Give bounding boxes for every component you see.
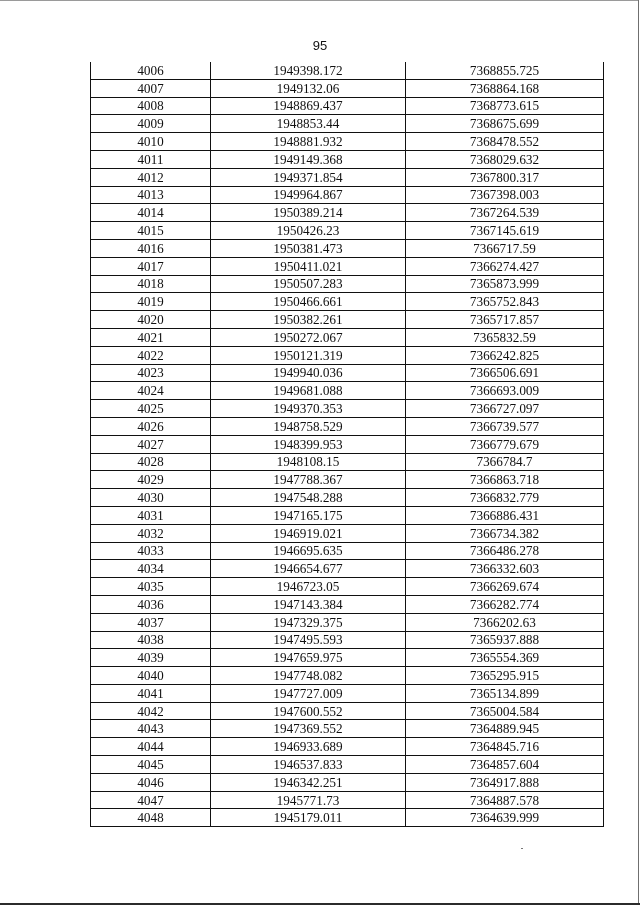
point-id-cell: 4044 xyxy=(91,738,211,756)
y-coordinate-cell: 7366274.427 xyxy=(406,257,604,275)
coordinates-table-body xyxy=(91,62,604,827)
page-number: 95 xyxy=(312,38,328,53)
page-edge-top xyxy=(0,0,638,1)
table-row xyxy=(91,506,604,524)
x-coordinate-cell: 1947495.593 xyxy=(211,631,406,649)
x-coordinate-cell: 1947788.367 xyxy=(211,471,406,489)
table-row xyxy=(91,560,604,578)
y-coordinate-cell: 7364857.604 xyxy=(406,756,604,774)
y-coordinate-cell: 7365004.584 xyxy=(406,702,604,720)
y-coordinate-cell: 7365937.888 xyxy=(406,631,604,649)
point-id-cell: 4016 xyxy=(91,239,211,257)
y-coordinate-cell: 7366269.674 xyxy=(406,578,604,596)
x-coordinate-cell: 1949398.172 xyxy=(211,62,406,79)
table-row xyxy=(91,364,604,382)
point-id-cell: 4033 xyxy=(91,542,211,560)
page-edge-right xyxy=(638,0,639,905)
scan-speck xyxy=(521,848,523,849)
table-row xyxy=(91,346,604,364)
y-coordinate-cell: 7364889.945 xyxy=(406,720,604,738)
y-coordinate-cell: 7368855.725 xyxy=(406,62,604,79)
x-coordinate-cell: 1948881.932 xyxy=(211,133,406,151)
point-id-cell: 4018 xyxy=(91,275,211,293)
point-id-cell: 4012 xyxy=(91,168,211,186)
table-row xyxy=(91,115,604,133)
table-row xyxy=(91,417,604,435)
point-id-cell: 4030 xyxy=(91,489,211,507)
table-row xyxy=(91,809,604,827)
point-id-cell: 4022 xyxy=(91,346,211,364)
y-coordinate-cell: 7365873.999 xyxy=(406,275,604,293)
table-row xyxy=(91,542,604,560)
y-coordinate-cell: 7366486.278 xyxy=(406,542,604,560)
point-id-cell: 4028 xyxy=(91,453,211,471)
x-coordinate-cell: 1949964.867 xyxy=(211,186,406,204)
y-coordinate-cell: 7365134.899 xyxy=(406,684,604,702)
y-coordinate-cell: 7365752.843 xyxy=(406,293,604,311)
x-coordinate-cell: 1950466.661 xyxy=(211,293,406,311)
y-coordinate-cell: 7364639.999 xyxy=(406,809,604,827)
y-coordinate-cell: 7365554.369 xyxy=(406,649,604,667)
table-row xyxy=(91,791,604,809)
y-coordinate-cell: 7368675.699 xyxy=(406,115,604,133)
point-id-cell: 4020 xyxy=(91,311,211,329)
x-coordinate-cell: 1950389.214 xyxy=(211,204,406,222)
y-coordinate-cell: 7368864.168 xyxy=(406,79,604,97)
x-coordinate-cell: 1950272.067 xyxy=(211,328,406,346)
y-coordinate-cell: 7366282.774 xyxy=(406,595,604,613)
y-coordinate-cell: 7366202.63 xyxy=(406,613,604,631)
point-id-cell: 4029 xyxy=(91,471,211,489)
x-coordinate-cell: 1947329.375 xyxy=(211,613,406,631)
x-coordinate-cell: 1947600.552 xyxy=(211,702,406,720)
x-coordinate-cell: 1949370.353 xyxy=(211,400,406,418)
x-coordinate-cell: 1949371.854 xyxy=(211,168,406,186)
x-coordinate-cell: 1948108.15 xyxy=(211,453,406,471)
y-coordinate-cell: 7366863.718 xyxy=(406,471,604,489)
table-row xyxy=(91,667,604,685)
y-coordinate-cell: 7366693.009 xyxy=(406,382,604,400)
table-row xyxy=(91,453,604,471)
y-coordinate-cell: 7368478.552 xyxy=(406,133,604,151)
x-coordinate-cell: 1948869.437 xyxy=(211,97,406,115)
table-row xyxy=(91,222,604,240)
y-coordinate-cell: 7366717.59 xyxy=(406,239,604,257)
table-row xyxy=(91,275,604,293)
y-coordinate-cell: 7365832.59 xyxy=(406,328,604,346)
point-id-cell: 4035 xyxy=(91,578,211,596)
x-coordinate-cell: 1947748.082 xyxy=(211,667,406,685)
x-coordinate-cell: 1948399.953 xyxy=(211,435,406,453)
x-coordinate-cell: 1945771.73 xyxy=(211,791,406,809)
y-coordinate-cell: 7366784.7 xyxy=(406,453,604,471)
x-coordinate-cell: 1950381.473 xyxy=(211,239,406,257)
table-row xyxy=(91,293,604,311)
point-id-cell: 4034 xyxy=(91,560,211,578)
x-coordinate-cell: 1948853.44 xyxy=(211,115,406,133)
table-row xyxy=(91,311,604,329)
point-id-cell: 4042 xyxy=(91,702,211,720)
point-id-cell: 4046 xyxy=(91,773,211,791)
point-id-cell: 4007 xyxy=(91,79,211,97)
table-row xyxy=(91,595,604,613)
y-coordinate-cell: 7366506.691 xyxy=(406,364,604,382)
table-row xyxy=(91,613,604,631)
table-row xyxy=(91,684,604,702)
point-id-cell: 4027 xyxy=(91,435,211,453)
y-coordinate-cell: 7365717.857 xyxy=(406,311,604,329)
x-coordinate-cell: 1949149.368 xyxy=(211,150,406,168)
table-row xyxy=(91,150,604,168)
table-row xyxy=(91,756,604,774)
point-id-cell: 4019 xyxy=(91,293,211,311)
point-id-cell: 4008 xyxy=(91,97,211,115)
table-row xyxy=(91,62,604,79)
x-coordinate-cell: 1950507.283 xyxy=(211,275,406,293)
point-id-cell: 4048 xyxy=(91,809,211,827)
x-coordinate-cell: 1947548.288 xyxy=(211,489,406,507)
x-coordinate-cell: 1946342.251 xyxy=(211,773,406,791)
coordinates-table xyxy=(90,62,604,827)
x-coordinate-cell: 1946695.635 xyxy=(211,542,406,560)
y-coordinate-cell: 7366734.382 xyxy=(406,524,604,542)
x-coordinate-cell: 1949681.088 xyxy=(211,382,406,400)
table-row xyxy=(91,168,604,186)
y-coordinate-cell: 7365295.915 xyxy=(406,667,604,685)
point-id-cell: 4031 xyxy=(91,506,211,524)
x-coordinate-cell: 1946723.05 xyxy=(211,578,406,596)
y-coordinate-cell: 7368773.615 xyxy=(406,97,604,115)
table-row xyxy=(91,471,604,489)
table-row xyxy=(91,773,604,791)
x-coordinate-cell: 1947369.552 xyxy=(211,720,406,738)
y-coordinate-cell: 7367145.619 xyxy=(406,222,604,240)
table-row xyxy=(91,435,604,453)
y-coordinate-cell: 7366832.779 xyxy=(406,489,604,507)
x-coordinate-cell: 1947143.384 xyxy=(211,595,406,613)
table-row xyxy=(91,738,604,756)
table-row xyxy=(91,489,604,507)
point-id-cell: 4047 xyxy=(91,791,211,809)
point-id-cell: 4026 xyxy=(91,417,211,435)
point-id-cell: 4009 xyxy=(91,115,211,133)
point-id-cell: 4021 xyxy=(91,328,211,346)
x-coordinate-cell: 1945179.011 xyxy=(211,809,406,827)
y-coordinate-cell: 7366739.577 xyxy=(406,417,604,435)
y-coordinate-cell: 7366886.431 xyxy=(406,506,604,524)
point-id-cell: 4015 xyxy=(91,222,211,240)
point-id-cell: 4041 xyxy=(91,684,211,702)
point-id-cell: 4037 xyxy=(91,613,211,631)
table-row xyxy=(91,257,604,275)
point-id-cell: 4039 xyxy=(91,649,211,667)
point-id-cell: 4023 xyxy=(91,364,211,382)
x-coordinate-cell: 1946537.833 xyxy=(211,756,406,774)
table-row xyxy=(91,79,604,97)
table-row xyxy=(91,204,604,222)
point-id-cell: 4038 xyxy=(91,631,211,649)
point-id-cell: 4045 xyxy=(91,756,211,774)
point-id-cell: 4036 xyxy=(91,595,211,613)
table-row xyxy=(91,720,604,738)
y-coordinate-cell: 7364887.578 xyxy=(406,791,604,809)
table-row xyxy=(91,702,604,720)
table-row xyxy=(91,328,604,346)
x-coordinate-cell: 1947659.975 xyxy=(211,649,406,667)
x-coordinate-cell: 1946933.689 xyxy=(211,738,406,756)
x-coordinate-cell: 1946919.021 xyxy=(211,524,406,542)
point-id-cell: 4011 xyxy=(91,150,211,168)
point-id-cell: 4017 xyxy=(91,257,211,275)
y-coordinate-cell: 7364845.716 xyxy=(406,738,604,756)
x-coordinate-cell: 1949132.06 xyxy=(211,79,406,97)
y-coordinate-cell: 7364917.888 xyxy=(406,773,604,791)
y-coordinate-cell: 7367800.317 xyxy=(406,168,604,186)
table-row xyxy=(91,631,604,649)
x-coordinate-cell: 1949940.036 xyxy=(211,364,406,382)
table-row xyxy=(91,524,604,542)
table-row xyxy=(91,400,604,418)
x-coordinate-cell: 1950382.261 xyxy=(211,311,406,329)
table-row xyxy=(91,382,604,400)
point-id-cell: 4014 xyxy=(91,204,211,222)
y-coordinate-cell: 7367398.003 xyxy=(406,186,604,204)
y-coordinate-cell: 7366242.825 xyxy=(406,346,604,364)
point-id-cell: 4013 xyxy=(91,186,211,204)
y-coordinate-cell: 7366332.603 xyxy=(406,560,604,578)
y-coordinate-cell: 7366779.679 xyxy=(406,435,604,453)
x-coordinate-cell: 1950411.021 xyxy=(211,257,406,275)
table-row xyxy=(91,578,604,596)
point-id-cell: 4025 xyxy=(91,400,211,418)
point-id-cell: 4024 xyxy=(91,382,211,400)
y-coordinate-cell: 7368029.632 xyxy=(406,150,604,168)
x-coordinate-cell: 1947727.009 xyxy=(211,684,406,702)
point-id-cell: 4043 xyxy=(91,720,211,738)
x-coordinate-cell: 1950121.319 xyxy=(211,346,406,364)
x-coordinate-cell: 1950426.23 xyxy=(211,222,406,240)
point-id-cell: 4006 xyxy=(91,62,211,79)
table-row xyxy=(91,649,604,667)
y-coordinate-cell: 7367264.539 xyxy=(406,204,604,222)
table-row xyxy=(91,133,604,151)
table-row xyxy=(91,239,604,257)
point-id-cell: 4032 xyxy=(91,524,211,542)
point-id-cell: 4010 xyxy=(91,133,211,151)
x-coordinate-cell: 1948758.529 xyxy=(211,417,406,435)
x-coordinate-cell: 1947165.175 xyxy=(211,506,406,524)
table-row xyxy=(91,186,604,204)
x-coordinate-cell: 1946654.677 xyxy=(211,560,406,578)
point-id-cell: 4040 xyxy=(91,667,211,685)
table-row xyxy=(91,97,604,115)
y-coordinate-cell: 7366727.097 xyxy=(406,400,604,418)
